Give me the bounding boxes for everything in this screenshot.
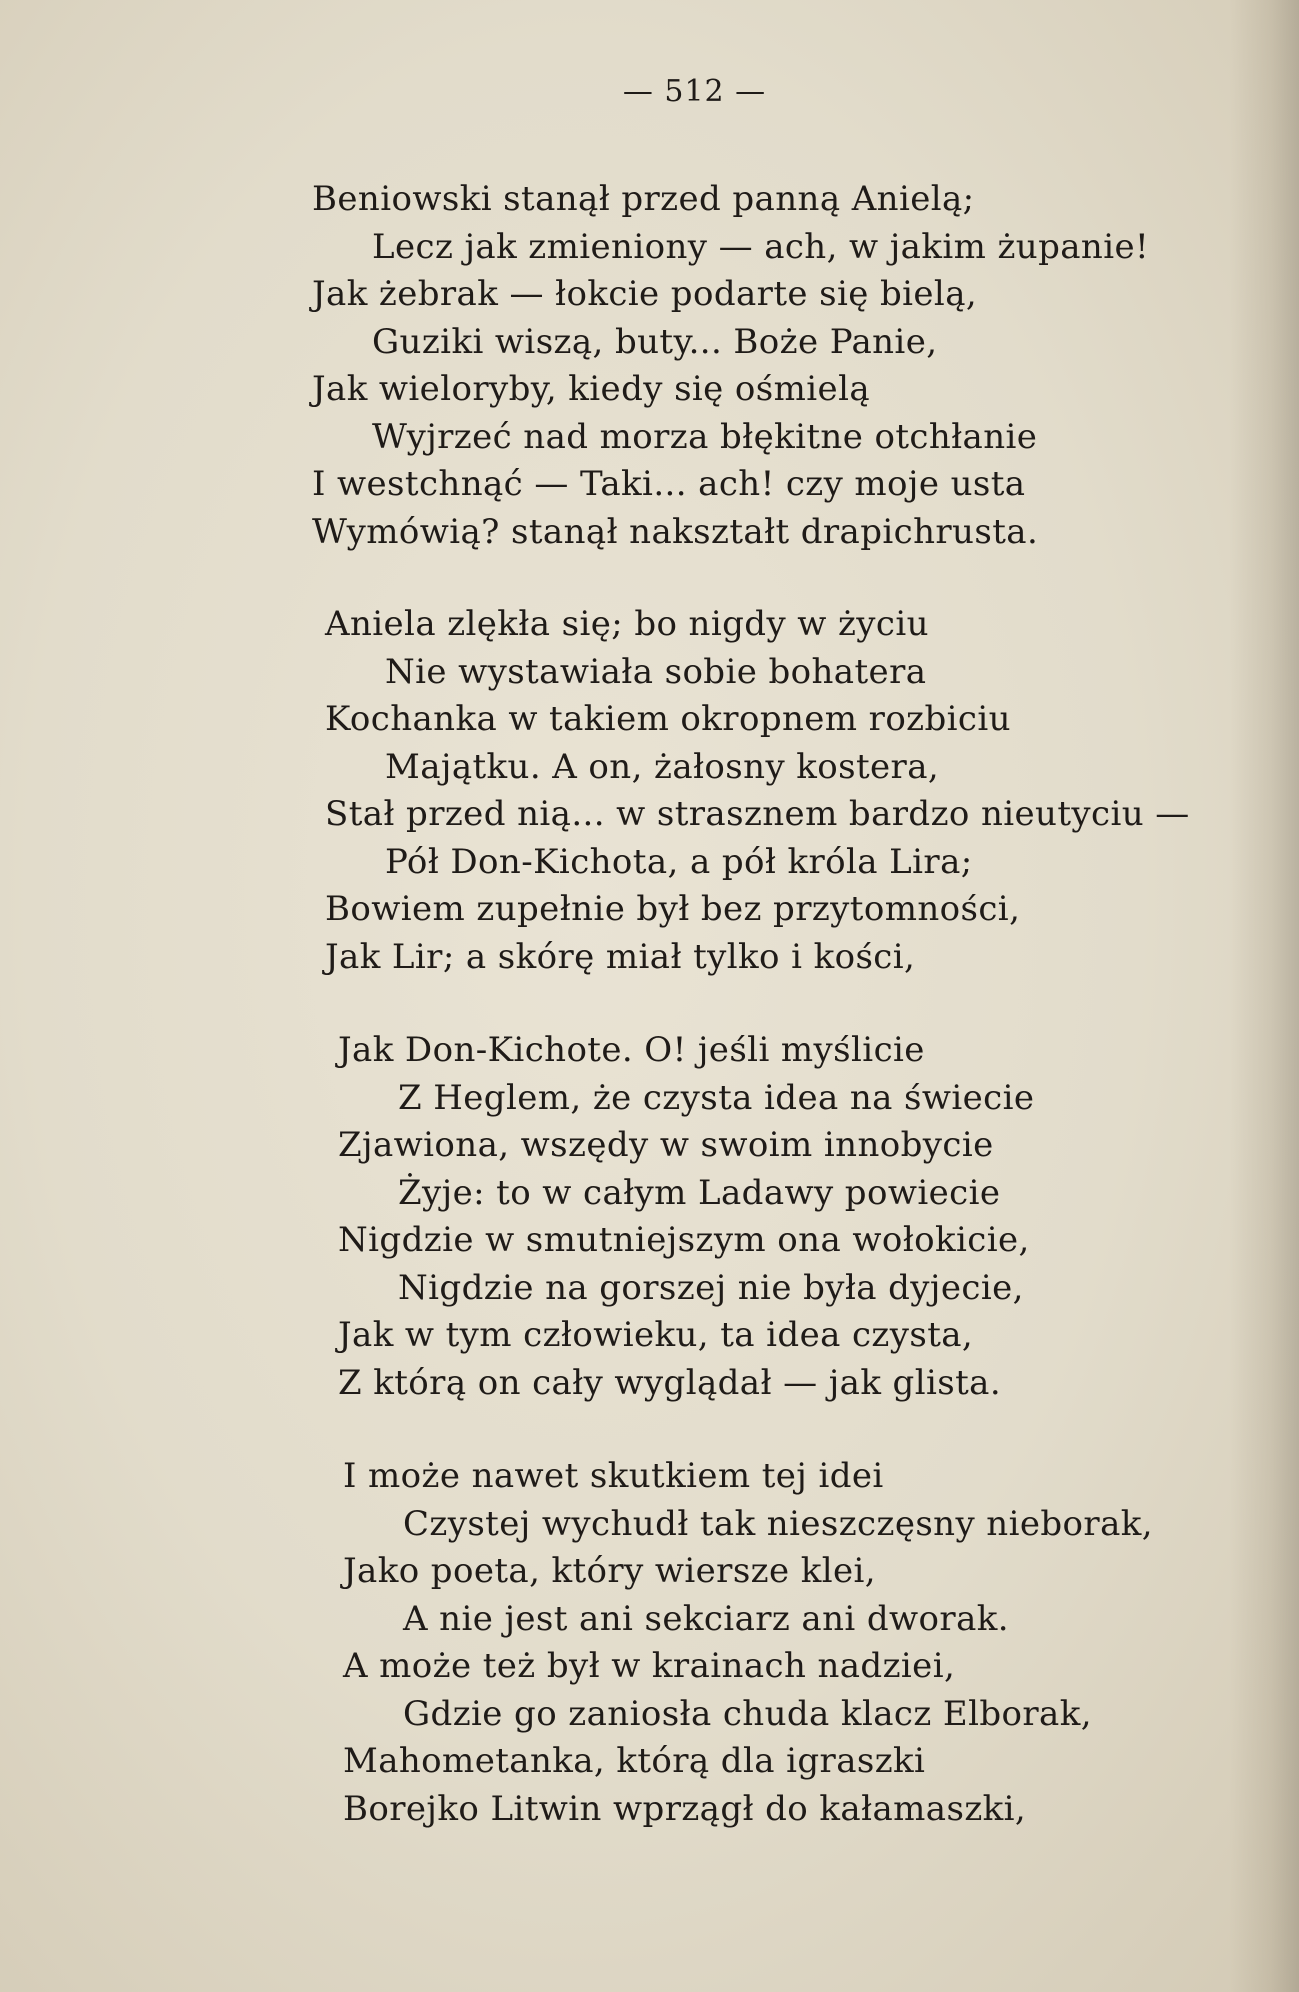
verse-line: Jak Lir; a skórę miał tylko i kości, [325,936,916,977]
verse-line: Wymówią? stanął nakształt drapichrusta. [312,511,1039,552]
verse-line: Żyje: to w całym Ladawy powiecie [398,1172,1001,1213]
verse-line: Borejko Litwin wprzągł do kałamaszki, [343,1788,1027,1829]
verse-line: I może nawet skutkiem tej idei [343,1456,884,1496]
verse-line: Zjawiona, wszędy w swoim innobycie [338,1125,994,1165]
verse-line: Majątku. A on, żałosny kostera, [385,746,940,787]
verse-line: Jako poeta, który wiersze klei, [343,1551,877,1591]
verse-line: Nigdzie na gorszej nie była dyjecie, [398,1267,1024,1308]
verse-line: Kochanka w takiem okropnem rozbiciu [325,699,1011,739]
verse-line: Czystej wychudł tak nieszczęsny nieborak, [403,1503,1153,1544]
verse-line: Z którą on cały wyglądał — jak glista. [338,1362,1002,1403]
stanza [312,176,1149,556]
verse-line: Jak w tym człowieku, ta idea czysta, [338,1315,974,1355]
verse-line: Gdzie go zaniosła chuda klacz Elborak, [403,1693,1092,1734]
verse-line: Aniela zlękła się; bo nigdy w życiu [325,604,929,644]
verse-line: Jak żebrak — łokcie podarte się bielą, [312,274,978,314]
verse-line: Bowiem zupełnie był bez przytomności, [325,889,1021,929]
stanza [343,1453,1153,1833]
verse-line: Lecz jak zmieniony — ach, w jakim żupanie! [372,226,1150,267]
stanza [338,1027,1034,1407]
verse-line: A nie jest ani sekciarz ani dworak. [403,1598,1009,1639]
verse-line: Wyjrzeć nad morza błękitne otchłanie [372,416,1038,457]
verse-line: Guziki wiszą, buty... Boże Panie, [372,321,938,362]
verse-line: Pół Don-Kichota, a pół króla Lira; [385,841,973,882]
verse-line: Z Heglem, że czysta idea na świecie [398,1077,1035,1118]
verse-line: Jak wieloryby, kiedy się ośmielą [312,369,871,409]
verse-line: Nie wystawiała sobie bohatera [385,651,927,692]
verse-line: I westchnąć — Taki... ach! czy moje usta [312,464,1026,504]
page-number: — 512 — [622,74,767,109]
verse-line: Jak Don-Kichote. O! jeśli myślicie [338,1030,925,1070]
verse-line: Beniowski stanął przed panną Anielą; [312,179,975,219]
verse-line: Stał przed nią... w strasznem bardzo nieutyciu — [325,794,1190,834]
stanza [325,601,1190,981]
verse-line: Nigdzie w smutniejszym ona wołokicie, [338,1220,1030,1260]
verse-line: Mahometanka, którą dla igraszki [343,1741,926,1781]
verse-line: A może też był w krainach nadziei, [343,1646,956,1686]
